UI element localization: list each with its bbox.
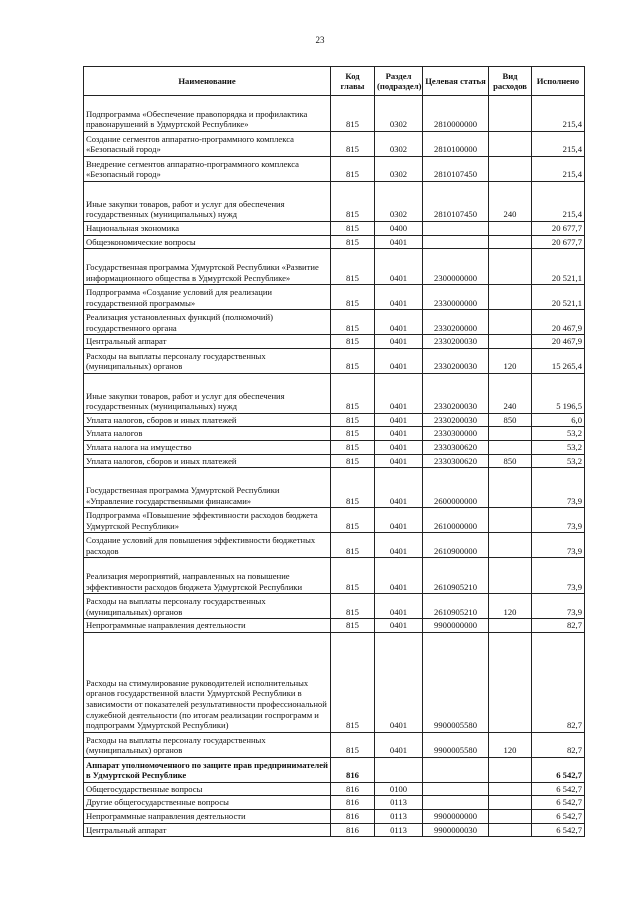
cell-code: 815 [331,468,375,508]
cell-executed: 20 521,1 [532,249,585,285]
table-row [84,249,585,285]
cell-target: 2330200030 [423,413,489,427]
cell-executed: 215,4 [532,132,585,157]
cell-name: Государственная программа Удмуртской Республики «Управление государственными финансами» [84,468,331,508]
cell-name: Центральный аппарат [84,823,331,837]
header-row [84,67,585,96]
cell-type [489,132,532,157]
cell-type [489,809,532,823]
cell-target: 9900005580 [423,732,489,757]
cell-executed: 6 542,7 [532,757,585,782]
cell-name: Центральный аппарат [84,335,331,349]
cell-name: Внедрение сегментов аппаратно-программного комплекса «Безопасный город» [84,157,331,182]
cell-section: 0401 [375,454,423,468]
cell-code: 815 [331,157,375,182]
cell-executed: 6 542,7 [532,809,585,823]
cell-type [489,440,532,454]
cell-name: Уплата налогов, сборов и иных платежей [84,454,331,468]
cell-target: 2810100000 [423,132,489,157]
cell-type [489,96,532,132]
cell-name: Подпрограмма «Обеспечение правопорядка и профилактика правонарушений в Удмуртской Республике» [84,96,331,132]
cell-section: 0401 [375,348,423,373]
table-body [84,96,585,837]
cell-name: Расходы на выплаты персоналу государственных (муниципальных) органов [84,348,331,373]
cell-target: 2330000000 [423,285,489,310]
cell-executed: 73,9 [532,594,585,619]
cell-code: 815 [331,732,375,757]
table-row [84,285,585,310]
cell-type [489,235,532,249]
cell-target: 2330200000 [423,310,489,335]
header-executed: Исполнено [532,67,585,96]
cell-section: 0100 [375,782,423,796]
table-row [84,809,585,823]
cell-executed: 20 467,9 [532,310,585,335]
cell-executed: 215,4 [532,182,585,222]
cell-section: 0401 [375,632,423,732]
cell-target: 2300000000 [423,249,489,285]
cell-executed: 6 542,7 [532,782,585,796]
table-row [84,508,585,533]
table-row [84,823,585,837]
cell-code: 815 [331,440,375,454]
cell-code: 816 [331,757,375,782]
table-row [84,757,585,782]
cell-type [489,558,532,594]
cell-name: Подпрограмма «Повышение эффективности расходов бюджета Удмуртской Республики» [84,508,331,533]
table-row [84,373,585,413]
cell-code: 815 [331,373,375,413]
cell-type: 120 [489,348,532,373]
cell-code: 815 [331,182,375,222]
cell-name: Уплата налога на имущество [84,440,331,454]
page-number: 23 [315,35,325,45]
cell-target: 9900000030 [423,823,489,837]
table-row [84,782,585,796]
cell-executed: 73,9 [532,468,585,508]
table-row [84,235,585,249]
cell-code: 815 [331,558,375,594]
cell-code: 816 [331,809,375,823]
cell-type [489,468,532,508]
cell-name: Общегосударственные вопросы [84,782,331,796]
cell-section: 0401 [375,310,423,335]
table-row [84,796,585,810]
cell-name: Расходы на выплаты персоналу государственных (муниципальных) органов [84,594,331,619]
cell-target: 9900005580 [423,632,489,732]
cell-name: Общеэкономические вопросы [84,235,331,249]
cell-executed: 20 521,1 [532,285,585,310]
cell-executed: 53,2 [532,454,585,468]
cell-section: 0400 [375,222,423,236]
cell-name: Иные закупки товаров, работ и услуг для обеспечения государственных (муниципальных) нужд [84,182,331,222]
cell-section: 0401 [375,594,423,619]
cell-code: 815 [331,632,375,732]
cell-type [489,157,532,182]
cell-executed: 20 467,9 [532,335,585,349]
cell-type [489,335,532,349]
cell-target: 2610905210 [423,558,489,594]
cell-executed: 73,9 [532,533,585,558]
cell-name: Подпрограмма «Создание условий для реализации государственной программы» [84,285,331,310]
cell-section: 0401 [375,440,423,454]
cell-executed: 6 542,7 [532,796,585,810]
cell-type [489,782,532,796]
cell-section: 0401 [375,373,423,413]
cell-section: 0401 [375,619,423,633]
cell-target [423,782,489,796]
cell-executed: 6 542,7 [532,823,585,837]
header-code: Код главы [331,67,375,96]
table-row [84,619,585,633]
table-row [84,468,585,508]
table-row [84,427,585,441]
cell-executed: 73,9 [532,508,585,533]
cell-target: 2330200030 [423,335,489,349]
cell-target: 2610900000 [423,533,489,558]
cell-code: 815 [331,96,375,132]
cell-executed: 82,7 [532,632,585,732]
cell-type [489,757,532,782]
header-section: Раздел (подраздел) [375,67,423,96]
table-row [84,558,585,594]
cell-target: 2600000000 [423,468,489,508]
cell-target: 2330200030 [423,348,489,373]
cell-type: 120 [489,732,532,757]
cell-section: 0401 [375,732,423,757]
cell-target: 2330300620 [423,440,489,454]
table-row [84,533,585,558]
cell-target [423,235,489,249]
cell-executed: 82,7 [532,732,585,757]
table-row [84,732,585,757]
cell-name: Создание условий для повышения эффективности бюджетных расходов [84,533,331,558]
cell-type [489,632,532,732]
cell-target: 2810000000 [423,96,489,132]
cell-target [423,222,489,236]
cell-executed: 20 677,7 [532,235,585,249]
cell-section: 0302 [375,157,423,182]
cell-code: 815 [331,427,375,441]
cell-name: Расходы на стимулирование руководителей исполнительных органов государственной власти Удмуртской Республики в зависимости от показателей результативности профессиональной служебной деятельности (по итогам реализации госпрограмм и подпрограмм Удмуртской Республики) [84,632,331,732]
cell-section: 0401 [375,413,423,427]
cell-code: 815 [331,285,375,310]
table-row [84,413,585,427]
table-row [84,594,585,619]
cell-code: 816 [331,796,375,810]
cell-target: 9900000000 [423,809,489,823]
cell-executed: 215,4 [532,157,585,182]
cell-type [489,533,532,558]
cell-name: Создание сегментов аппаратно-программного комплекса «Безопасный город» [84,132,331,157]
cell-type [489,285,532,310]
cell-section: 0401 [375,285,423,310]
cell-code: 815 [331,132,375,157]
header-type: Вид расходов [489,67,532,96]
cell-section: 0302 [375,96,423,132]
table-row [84,222,585,236]
cell-code: 815 [331,619,375,633]
cell-section [375,757,423,782]
cell-type: 240 [489,373,532,413]
table-row [84,632,585,732]
cell-name: Реализация мероприятий, направленных на повышение эффективности расходов бюджета Удмуртской Республики [84,558,331,594]
cell-code: 815 [331,310,375,335]
cell-code: 815 [331,413,375,427]
cell-target: 2610905210 [423,594,489,619]
cell-type [489,823,532,837]
cell-type [489,508,532,533]
cell-section: 0401 [375,558,423,594]
table-row [84,96,585,132]
cell-code: 815 [331,508,375,533]
table-row [84,182,585,222]
cell-name: Другие общегосударственные вопросы [84,796,331,810]
cell-type [489,310,532,335]
cell-section: 0401 [375,468,423,508]
cell-executed: 15 265,4 [532,348,585,373]
cell-name: Национальная экономика [84,222,331,236]
table-row [84,310,585,335]
cell-type: 850 [489,413,532,427]
budget-table [83,66,585,837]
table-row [84,454,585,468]
cell-executed: 215,4 [532,96,585,132]
cell-name: Реализация установленных функций (полномочий) государственного органа [84,310,331,335]
cell-section: 0113 [375,796,423,810]
cell-executed: 6,0 [532,413,585,427]
cell-executed: 20 677,7 [532,222,585,236]
cell-name: Непрограммные направления деятельности [84,809,331,823]
cell-code: 815 [331,335,375,349]
cell-code: 815 [331,222,375,236]
cell-target: 2610000000 [423,508,489,533]
cell-type [489,619,532,633]
cell-section: 0113 [375,823,423,837]
table-row [84,132,585,157]
cell-section: 0401 [375,533,423,558]
cell-code: 816 [331,823,375,837]
cell-target [423,757,489,782]
cell-name: Уплата налогов, сборов и иных платежей [84,413,331,427]
table-row [84,440,585,454]
table-row [84,335,585,349]
header-name: Наименование [84,67,331,96]
header-target: Целевая статья [423,67,489,96]
cell-target: 2810107450 [423,182,489,222]
cell-executed: 5 196,5 [532,373,585,413]
cell-name: Государственная программа Удмуртской Республики «Развитие информационного общества в Удмуртской Республике» [84,249,331,285]
cell-code: 815 [331,454,375,468]
cell-target: 2330300620 [423,454,489,468]
cell-executed: 53,2 [532,427,585,441]
cell-section: 0302 [375,182,423,222]
cell-type: 120 [489,594,532,619]
cell-code: 815 [331,235,375,249]
cell-executed: 73,9 [532,558,585,594]
cell-name: Расходы на выплаты персоналу государственных (муниципальных) органов [84,732,331,757]
cell-section: 0401 [375,235,423,249]
cell-name: Аппарат уполномоченного по защите прав предпринимателей в Удмуртской Республике [84,757,331,782]
cell-executed: 82,7 [532,619,585,633]
table-row [84,157,585,182]
cell-target [423,796,489,810]
cell-type: 850 [489,454,532,468]
cell-code: 815 [331,249,375,285]
cell-target: 2810107450 [423,157,489,182]
table-row [84,348,585,373]
cell-code: 816 [331,782,375,796]
cell-type [489,796,532,810]
cell-target: 9900000000 [423,619,489,633]
cell-name: Уплата налогов [84,427,331,441]
cell-target: 2330200030 [423,373,489,413]
cell-name: Иные закупки товаров, работ и услуг для обеспечения государственных (муниципальных) нужд [84,373,331,413]
cell-name: Непрограммные направления деятельности [84,619,331,633]
cell-section: 0401 [375,508,423,533]
cell-code: 815 [331,594,375,619]
cell-code: 815 [331,348,375,373]
cell-code: 815 [331,533,375,558]
cell-section: 0302 [375,132,423,157]
cell-executed: 53,2 [532,440,585,454]
cell-target: 2330300000 [423,427,489,441]
cell-section: 0113 [375,809,423,823]
cell-type [489,427,532,441]
cell-section: 0401 [375,427,423,441]
cell-section: 0401 [375,335,423,349]
cell-type [489,249,532,285]
cell-type [489,222,532,236]
cell-type: 240 [489,182,532,222]
cell-section: 0401 [375,249,423,285]
